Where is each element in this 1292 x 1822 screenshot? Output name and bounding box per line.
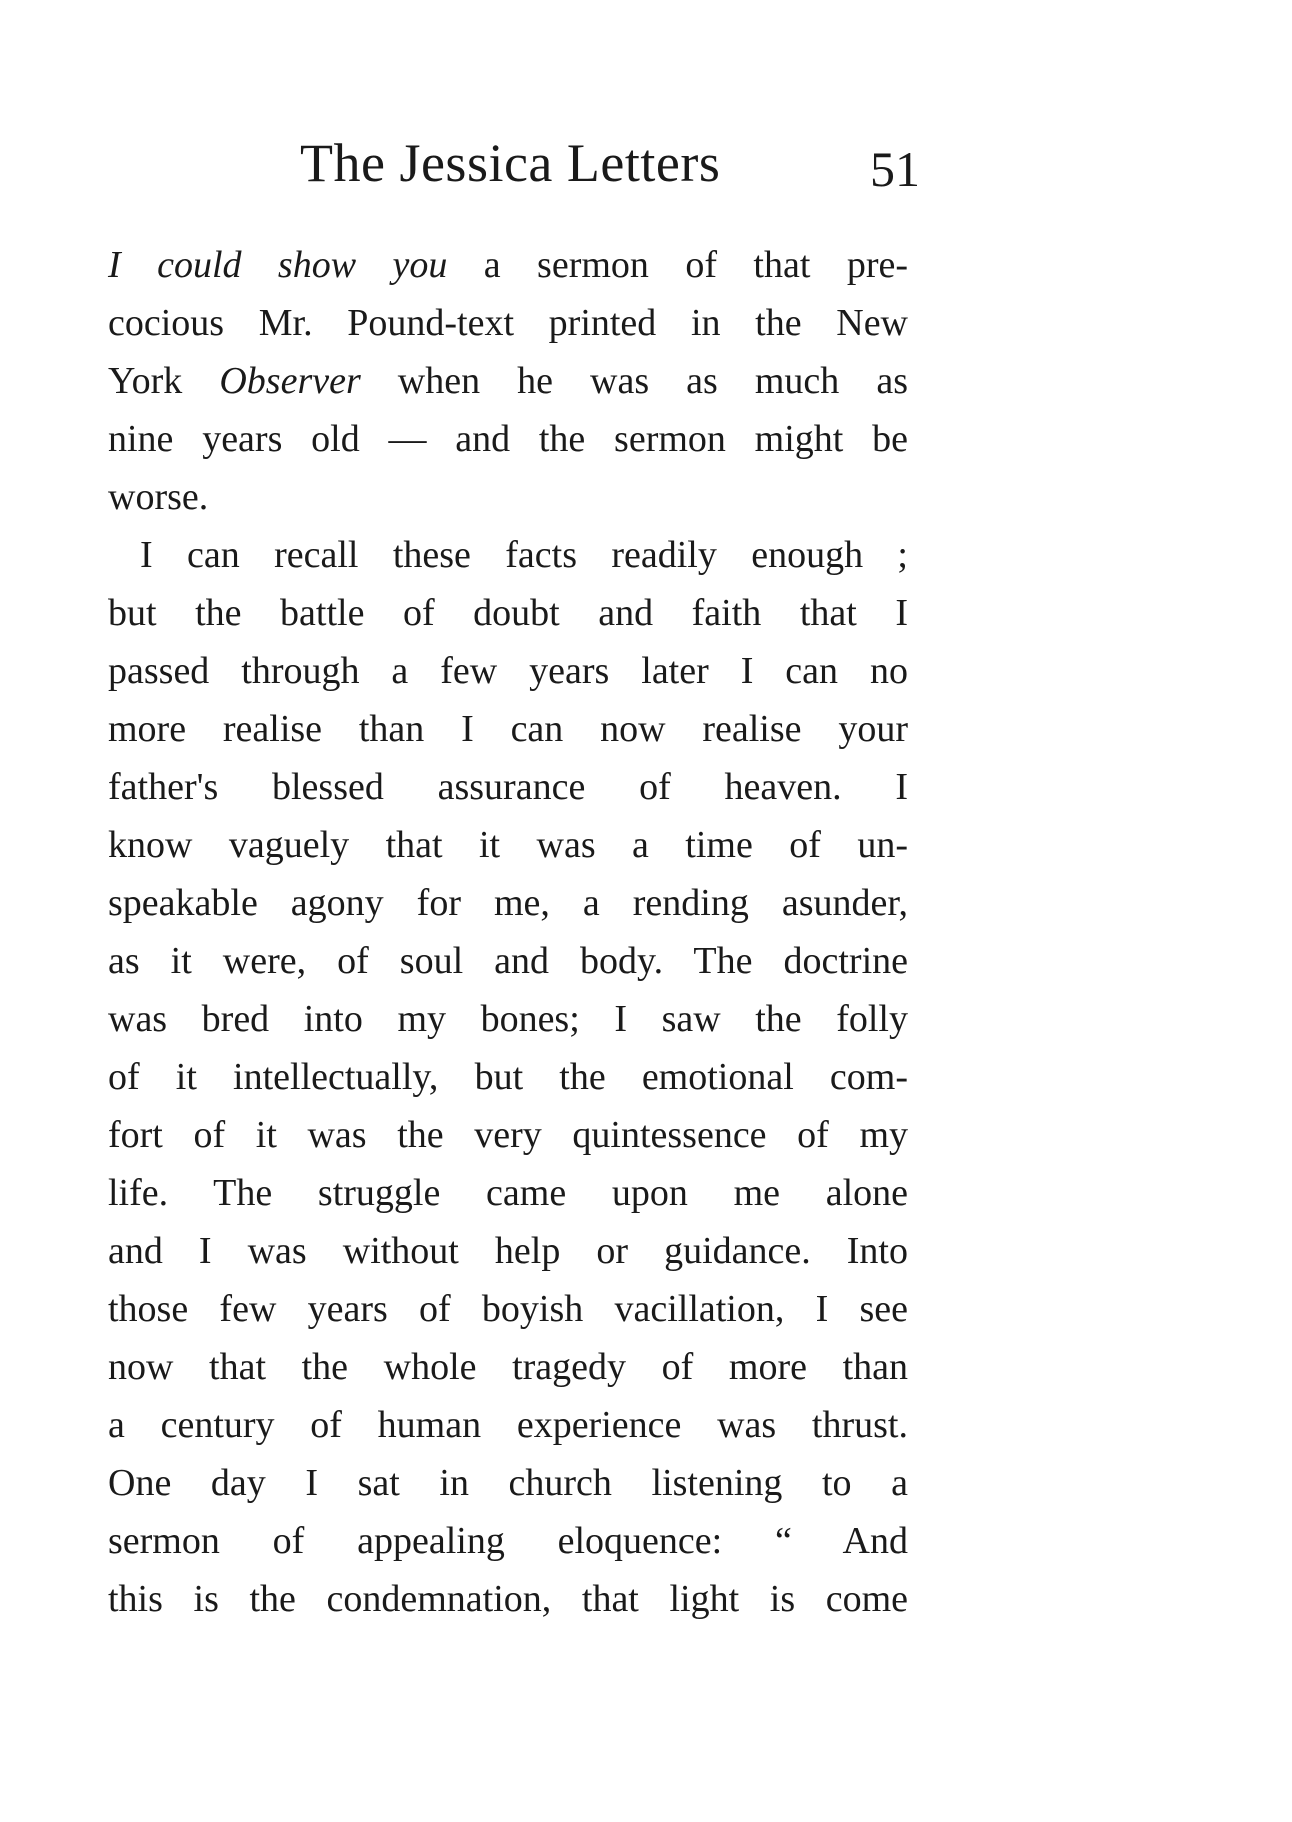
text-line: passed through a few years later I can no bbox=[108, 650, 908, 692]
text-line bbox=[108, 410, 908, 468]
text-line: as it were, of soul and body. The doctrine bbox=[108, 940, 908, 982]
text-line: I can recall these facts readily enough ; bbox=[140, 534, 908, 576]
text-line bbox=[108, 294, 908, 352]
text-line bbox=[108, 236, 908, 294]
text-line: a century of human experience was thrust. bbox=[108, 1404, 908, 1446]
text-line: and I was without help or guidance. Into bbox=[108, 1230, 908, 1272]
text-line: but the battle of doubt and faith that I bbox=[108, 592, 908, 634]
text-segment: I could show you bbox=[108, 244, 448, 286]
text-segment: a sermon of that pre- bbox=[447, 244, 908, 286]
text-line bbox=[108, 468, 908, 526]
text-line: of it intellectually, but the emotional com- bbox=[108, 1056, 908, 1098]
running-title: The Jessica Letters bbox=[300, 133, 721, 193]
page-number: 51 bbox=[870, 141, 920, 197]
body-text bbox=[108, 236, 908, 1628]
text-line: life. The struggle came upon me alone bbox=[108, 1172, 908, 1214]
running-head bbox=[300, 128, 920, 198]
text-segment: Observer bbox=[219, 360, 361, 402]
text-line: sermon of appealing eloquence: “ And bbox=[108, 1520, 908, 1562]
paragraph-2 bbox=[108, 526, 908, 1628]
text-line: know vaguely that it was a time of un- bbox=[108, 824, 908, 866]
text-line: those few years of boyish vacillation, I see bbox=[108, 1288, 908, 1330]
text-line: One day I sat in church listening to a bbox=[108, 1462, 908, 1504]
text-segment: nine years old — and the sermon might be bbox=[108, 418, 908, 460]
text-segment: worse. bbox=[108, 476, 209, 518]
text-segment: York bbox=[108, 360, 220, 402]
text-line: this is the condemnation, that light is come bbox=[108, 1578, 908, 1620]
text-line bbox=[108, 352, 908, 410]
text-line: fort of it was the very quintessence of my bbox=[108, 1114, 908, 1156]
text-line: more realise than I can now realise your bbox=[108, 708, 908, 750]
text-line: now that the whole tragedy of more than bbox=[108, 1346, 908, 1388]
text-line: father's blessed assurance of heaven. I bbox=[108, 766, 908, 808]
paragraph-1 bbox=[108, 236, 908, 526]
text-line: speakable agony for me, a rending asunder, bbox=[108, 882, 908, 924]
text-segment: when he was as much as bbox=[360, 360, 908, 402]
text-segment: cocious Mr. Pound-text printed in the New bbox=[108, 302, 908, 344]
text-line: was bred into my bones; I saw the folly bbox=[108, 998, 908, 1040]
